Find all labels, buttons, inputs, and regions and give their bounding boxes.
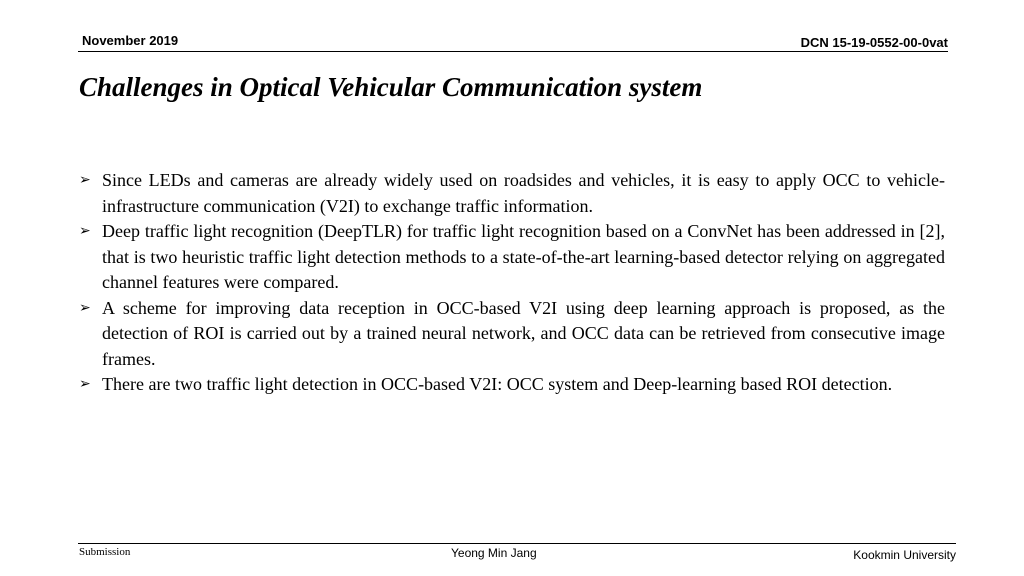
footer-author: Yeong Min Jang (451, 546, 537, 560)
arrow-bullet-icon: ➢ (79, 299, 91, 316)
arrow-bullet-icon: ➢ (79, 223, 91, 239)
bullet-text: Deep traffic light recognition (DeepTLR) for traffic light recognition based on a ConvNet has been addressed in [2], that is two heuristic traffic light detection methods to a state-of-the-art learning-based detector relying on aggregated channel features were compared. (102, 221, 945, 292)
footer-submission: Submission (79, 546, 131, 558)
bullet-item (79, 168, 945, 219)
bullet-text: There are two traffic light detection in OCC-based V2I: OCC system and Deep-learning based ROI detection. (102, 374, 893, 394)
arrow-bullet-icon: ➢ (79, 172, 91, 188)
bullet-text: A scheme for improving data reception in OCC-based V2I using deep learning approach is proposed, as the detection of ROI is carried out by a trained neural network, and OCC data can be retrieved from consecutive image frames. (102, 297, 945, 369)
bullet-item (79, 219, 945, 296)
bullet-item (79, 372, 945, 398)
header-document-id: DCN 15-19-0552-00-0vat (800, 35, 948, 50)
footer-divider (78, 543, 956, 544)
bullet-text: Since LEDs and cameras are already widely used on roadsides and vehicles, it is easy to apply OCC to vehicle-infrastructure communication (V2I) to exchange traffic information. (102, 170, 945, 216)
header-date: November 2019 (82, 33, 179, 48)
arrow-bullet-icon: ➢ (79, 376, 91, 392)
bullet-list (79, 168, 945, 398)
slide-title: Challenges in Optical Vehicular Communication system (79, 72, 703, 102)
bullet-item (79, 296, 945, 373)
footer-affiliation: Kookmin University (853, 548, 956, 562)
header-divider (78, 51, 948, 52)
